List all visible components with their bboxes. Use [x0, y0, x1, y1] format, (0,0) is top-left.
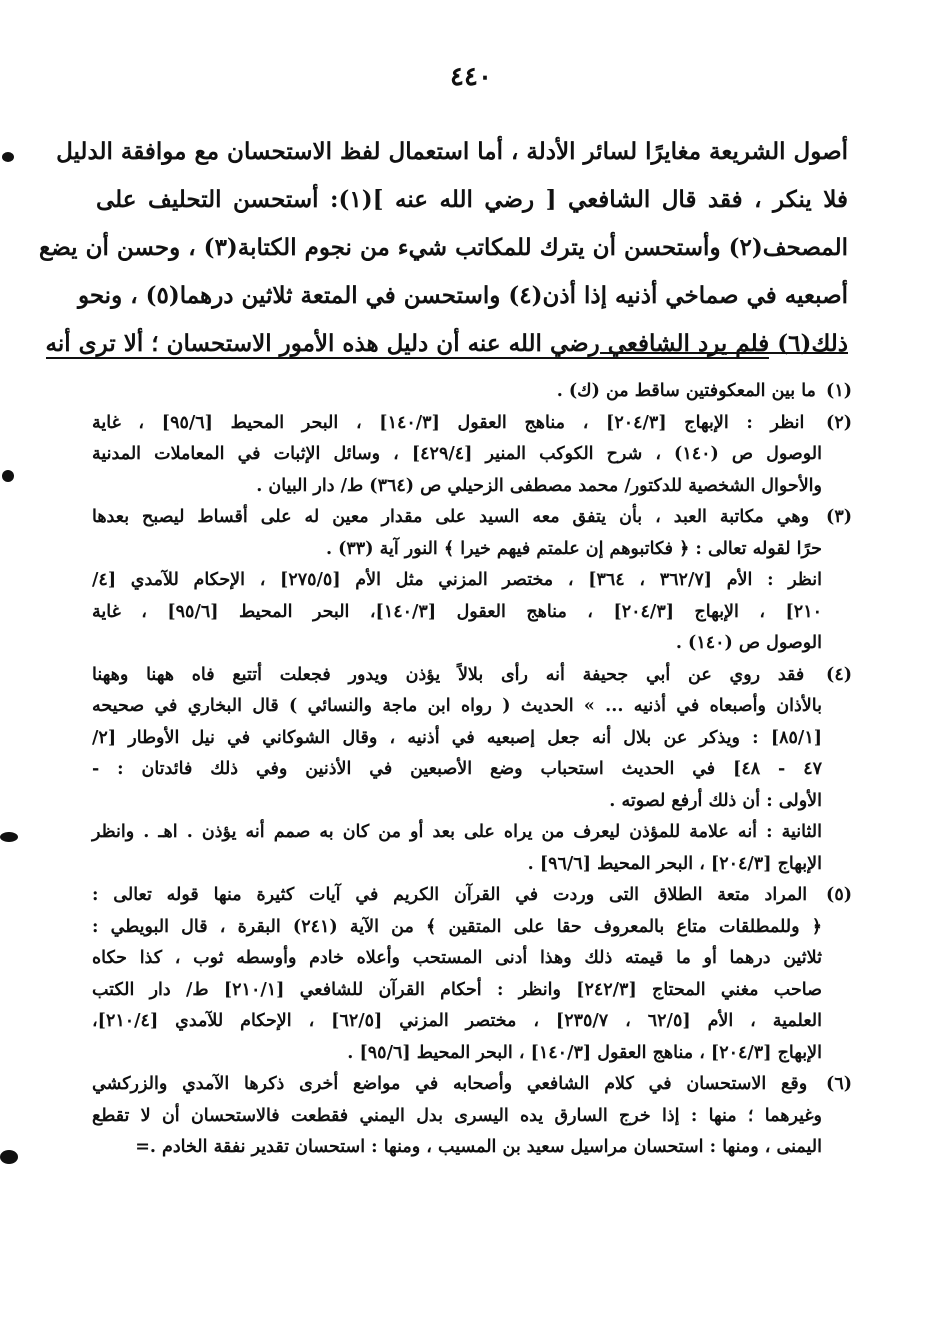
- main-text-line: أصول الشريعة مغايرًا لسائر الأدلة ، أما استعمال لفظ الاستحسان مع موافقة الدليل: [56, 138, 848, 165]
- footnote-line: صاحب مغني المحتاج [٢٤٢/٣] وانظر : أحكام القرآن للشافعي [٢١٠/١] ط/ دار الكتب: [92, 979, 822, 1000]
- main-text: [39, 128, 848, 368]
- footnote-line: [92, 1069, 852, 1101]
- footnote-line: ﴿ وللمطلقات متاع بالمعروف حقا على المتقين ﴾ من الآية (٢٤١) البقرة ، قال البويطي :: [92, 916, 822, 937]
- main-text-line-prefix: ذلك(٦): [769, 330, 848, 357]
- scan-mark: [2, 470, 14, 482]
- footnote-line: الإبهاج [٢٠٤/٣] ، البحر المحيط [٩٦/٦] .: [527, 853, 822, 874]
- footnote-text: المراد متعة الطلاق التى وردت في القرآن الكريم في آيات كثيرة منها قوله تعالى :: [92, 885, 808, 905]
- footnote-text: فقد روي عن أبي جحيفة أنه رأى بلالاً يؤذن ويدور فجعلت أتتبع فاه ههنا وههنا: [92, 664, 805, 685]
- footnote-text: وقع الاستحسان في كلام الشافعي وأصحابه في مواضع أخرى ذكرها الآمدي والزركشي: [92, 1074, 808, 1094]
- scan-mark: [0, 1150, 18, 1164]
- page-number: ٤٤٠: [450, 62, 492, 92]
- footnote-line: الإبهاج [٢٠٤/٣] ، مناهج العقول [١٤٠/٣] ، البحر المحيط [٩٥/٦] .: [347, 1042, 822, 1063]
- footnote-line: انظر : الأم [٣٦٢/٧ ، ٣٦٤] ، مختصر المزني مثل الأم [٢٧٥/٥] ، الإحكام للآمدي [٤/: [92, 570, 822, 590]
- footnote-line: الوصول ص (١٤٠) .: [675, 633, 822, 653]
- scan-mark: [2, 152, 14, 162]
- footnote-separator: [600, 352, 848, 354]
- footnote-3: [92, 502, 852, 660]
- footnote-4: [92, 660, 852, 881]
- footnote-line: [92, 880, 852, 912]
- main-text-line: [45, 320, 848, 368]
- footnote-line: [92, 660, 852, 692]
- footnote-line: [92, 502, 852, 534]
- footnote-line: ٤٧ - ٤٨] في الحديث استحباب وضع الأصبعين في الأذنين وفي ذلك فائدتان : -: [92, 759, 822, 779]
- footnotes: [92, 376, 852, 1164]
- footnote-number: (١): [826, 381, 852, 401]
- footnote-line: الأولى : أن ذلك أرفع لصوته .: [609, 790, 822, 811]
- footnote-text: وهي مكاتبة العبد ، بأن يتفق معه السيد على مقدار معين له على أقساط ليصبح بعدها: [92, 507, 810, 527]
- footnote-5: [92, 880, 852, 1069]
- footnote-6: [92, 1069, 852, 1164]
- footnote-line: الثانية : أنه علامة للمؤذن ليعرف من يراه على بعد أو من كان به صمم أنه يؤذن . اهـ . وانظر: [92, 822, 822, 842]
- footnote-number: (٤): [826, 664, 853, 685]
- footnote-line: وغيرهما ؛ منها : إذا خرج السارق يده اليسرى بدل اليمني فقطعت فالاستحسان أن لا تقطع: [92, 1105, 822, 1126]
- footnote-line: بالأذان وأصبعاه في أذنيه ... » الحديث ( رواه ابن ماجة والنسائي ) قال البخاري في صحيحه: [92, 696, 822, 716]
- main-text-line: أصبعيه في صماخي أذنيه إذا أذن(٤) واستحسن في المتعة ثلاثين درهما(٥) ، ونحو: [77, 282, 848, 309]
- footnote-number: (٢): [826, 412, 853, 433]
- main-text-line: فلا ينكر ، فقد قال الشافعي [ رضي الله عنه ](١): أستحسن التحليف على: [96, 186, 848, 213]
- footnote-line: [٨٥/١] : ويذكر عن بلال أنه جعل إصبعيه في أذنيه ، وقال الشوكاني في نيل الأوطار [٢/: [92, 727, 822, 748]
- footnote-line: ٢١٠] ، الإبهاج [٢٠٤/٣] ، مناهج العقول [١٤٠/٣]، البحر المحيط [٩٥/٦] ، غاية: [92, 601, 822, 622]
- footnote-line: [92, 376, 852, 408]
- footnote-line: [92, 408, 852, 440]
- footnote-number: (٣): [826, 507, 852, 527]
- footnote-line: الوصول ص (١٤٠) ، شرح الكوكب المنير [٤٢٩/٤] ، وسائل الإثبات في المعاملات المدنية: [92, 444, 822, 464]
- footnote-text: ما بين المعكوفتين ساقط من (ك) .: [556, 381, 816, 401]
- footnote-1: [92, 376, 852, 408]
- footnote-line: حرًا لقوله تعالى : ﴿ فكاتبوهم إن علمتم فيهم خيرا ﴾ النور آية (٣٣) .: [325, 538, 822, 559]
- footnote-text: انظر : الإبهاج [٢٠٤/٣] ، مناهج العقول [١٤٠/٣] ، البحر المحيط [٩٥/٦] ، غاية: [92, 412, 805, 433]
- footnote-line: والأحوال الشخصية للدكتور/ محمد مصطفى الزحيلي ص (٣٦٤) ط/ دار البيان .: [256, 475, 822, 496]
- footnote-number: (٥): [826, 885, 852, 905]
- scan-mark: [0, 832, 18, 842]
- footnote-line: اليمنى ، ومنها : استحسان مراسيل سعيد بن المسيب ، ومنها : استحسان تقدير نفقة الخادم .=: [135, 1137, 822, 1157]
- footnote-line: العلمية ، الأم [٦٢/٥ ، ٢٣٥/٧] ، مختصر المزني [٦٢/٥] ، الإحكام للآمدي [٢١٠/٤]،: [92, 1011, 822, 1031]
- footnote-2: [92, 408, 852, 503]
- footnote-number: (٦): [826, 1074, 853, 1094]
- main-text-line: المصحف(٢) وأستحسن أن يترك للمكاتب شيء من نجوم الكتابة(٣) ، وحسن أن يضع: [39, 234, 848, 261]
- underlined-phrase: فلم يرد الشافعي رضي الله عنه أن دليل هذه الأمور الاستحسان ؛ ألا ترى أنه: [45, 330, 770, 357]
- footnote-line: ثلاثين درهما أو ما قيمته ذلك وهذا أدنى المستحب وأعلاه خادم وأوسطه ثوب ، كذا حكاه: [92, 948, 822, 968]
